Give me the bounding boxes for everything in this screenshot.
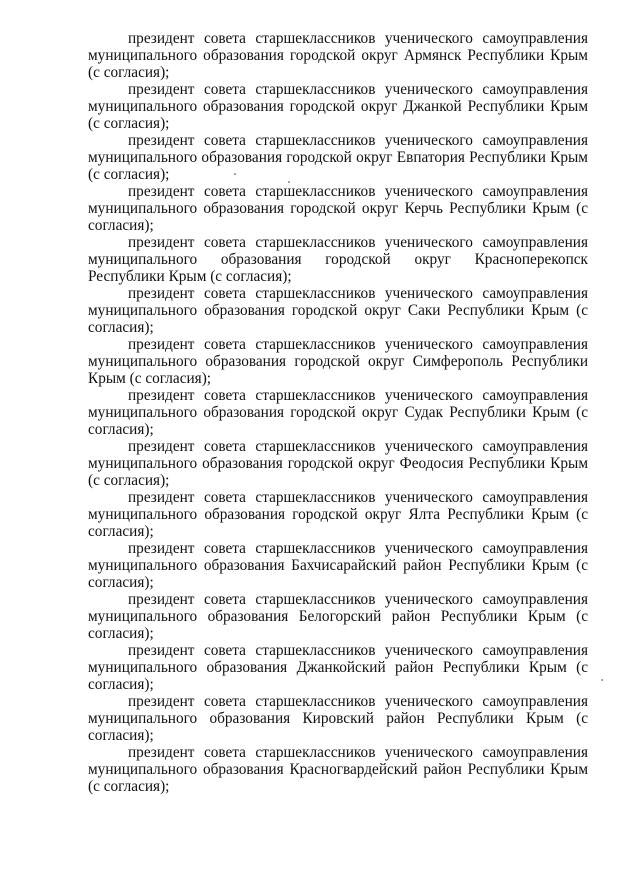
- list-item: президент совета старшеклассников ученического самоуправления муниципального образования Кировский район Республики Крым (с согласия);: [88, 693, 588, 744]
- scan-speck: [234, 173, 236, 175]
- list-item: президент совета старшеклассников ученического самоуправления муниципального образования Белогорский район Республики Крым (с согласия);: [88, 591, 588, 642]
- list-item: президент совета старшеклассников ученического самоуправления муниципального образования городской округ Судак Республики Крым (с согласия);: [88, 387, 588, 438]
- scan-speck: [288, 181, 290, 183]
- entry-list: [88, 30, 588, 795]
- list-item: президент совета старшеклассников ученического самоуправления муниципального образования городской округ Красноперекопск Республики Крым (с согласия);: [88, 234, 588, 285]
- list-item: президент совета старшеклассников ученического самоуправления муниципального образования городской округ Симферополь Республики Крым (с согласия);: [88, 336, 588, 387]
- list-item: президент совета старшеклассников ученического самоуправления муниципального образования городской округ Феодосия Республики Крым (с согласия);: [88, 438, 588, 489]
- scan-speck: [601, 679, 603, 681]
- list-item: президент совета старшеклассников ученического самоуправления муниципального образования городской округ Керчь Республики Крым (с согласия);: [88, 183, 588, 234]
- list-item: президент совета старшеклассников ученического самоуправления муниципального образования городской округ Ялта Республики Крым (с согласия);: [88, 489, 588, 540]
- list-item: президент совета старшеклассников ученического самоуправления муниципального образования Бахчисарайский район Республики Крым (с согласия);: [88, 540, 588, 591]
- list-item: президент совета старшеклассников ученического самоуправления муниципального образования городской округ Армянск Республики Крым (с согласия);: [88, 30, 588, 81]
- list-item: президент совета старшеклассников ученического самоуправления муниципального образования Джанкойский район Республики Крым (с согласия);: [88, 642, 588, 693]
- list-item: президент совета старшеклассников ученического самоуправления муниципального образования городской округ Джанкой Республики Крым (с согласия);: [88, 81, 588, 132]
- list-item: президент совета старшеклассников ученического самоуправления муниципального образования Красногвардейский район Республики Крым (с согласия);: [88, 744, 588, 795]
- list-item: президент совета старшеклассников ученического самоуправления муниципального образования городской округ Саки Республики Крым (с согласия);: [88, 285, 588, 336]
- list-item: президент совета старшеклассников ученического самоуправления муниципального образования городской округ Евпатория Республики Крым (с согласия);: [88, 132, 588, 183]
